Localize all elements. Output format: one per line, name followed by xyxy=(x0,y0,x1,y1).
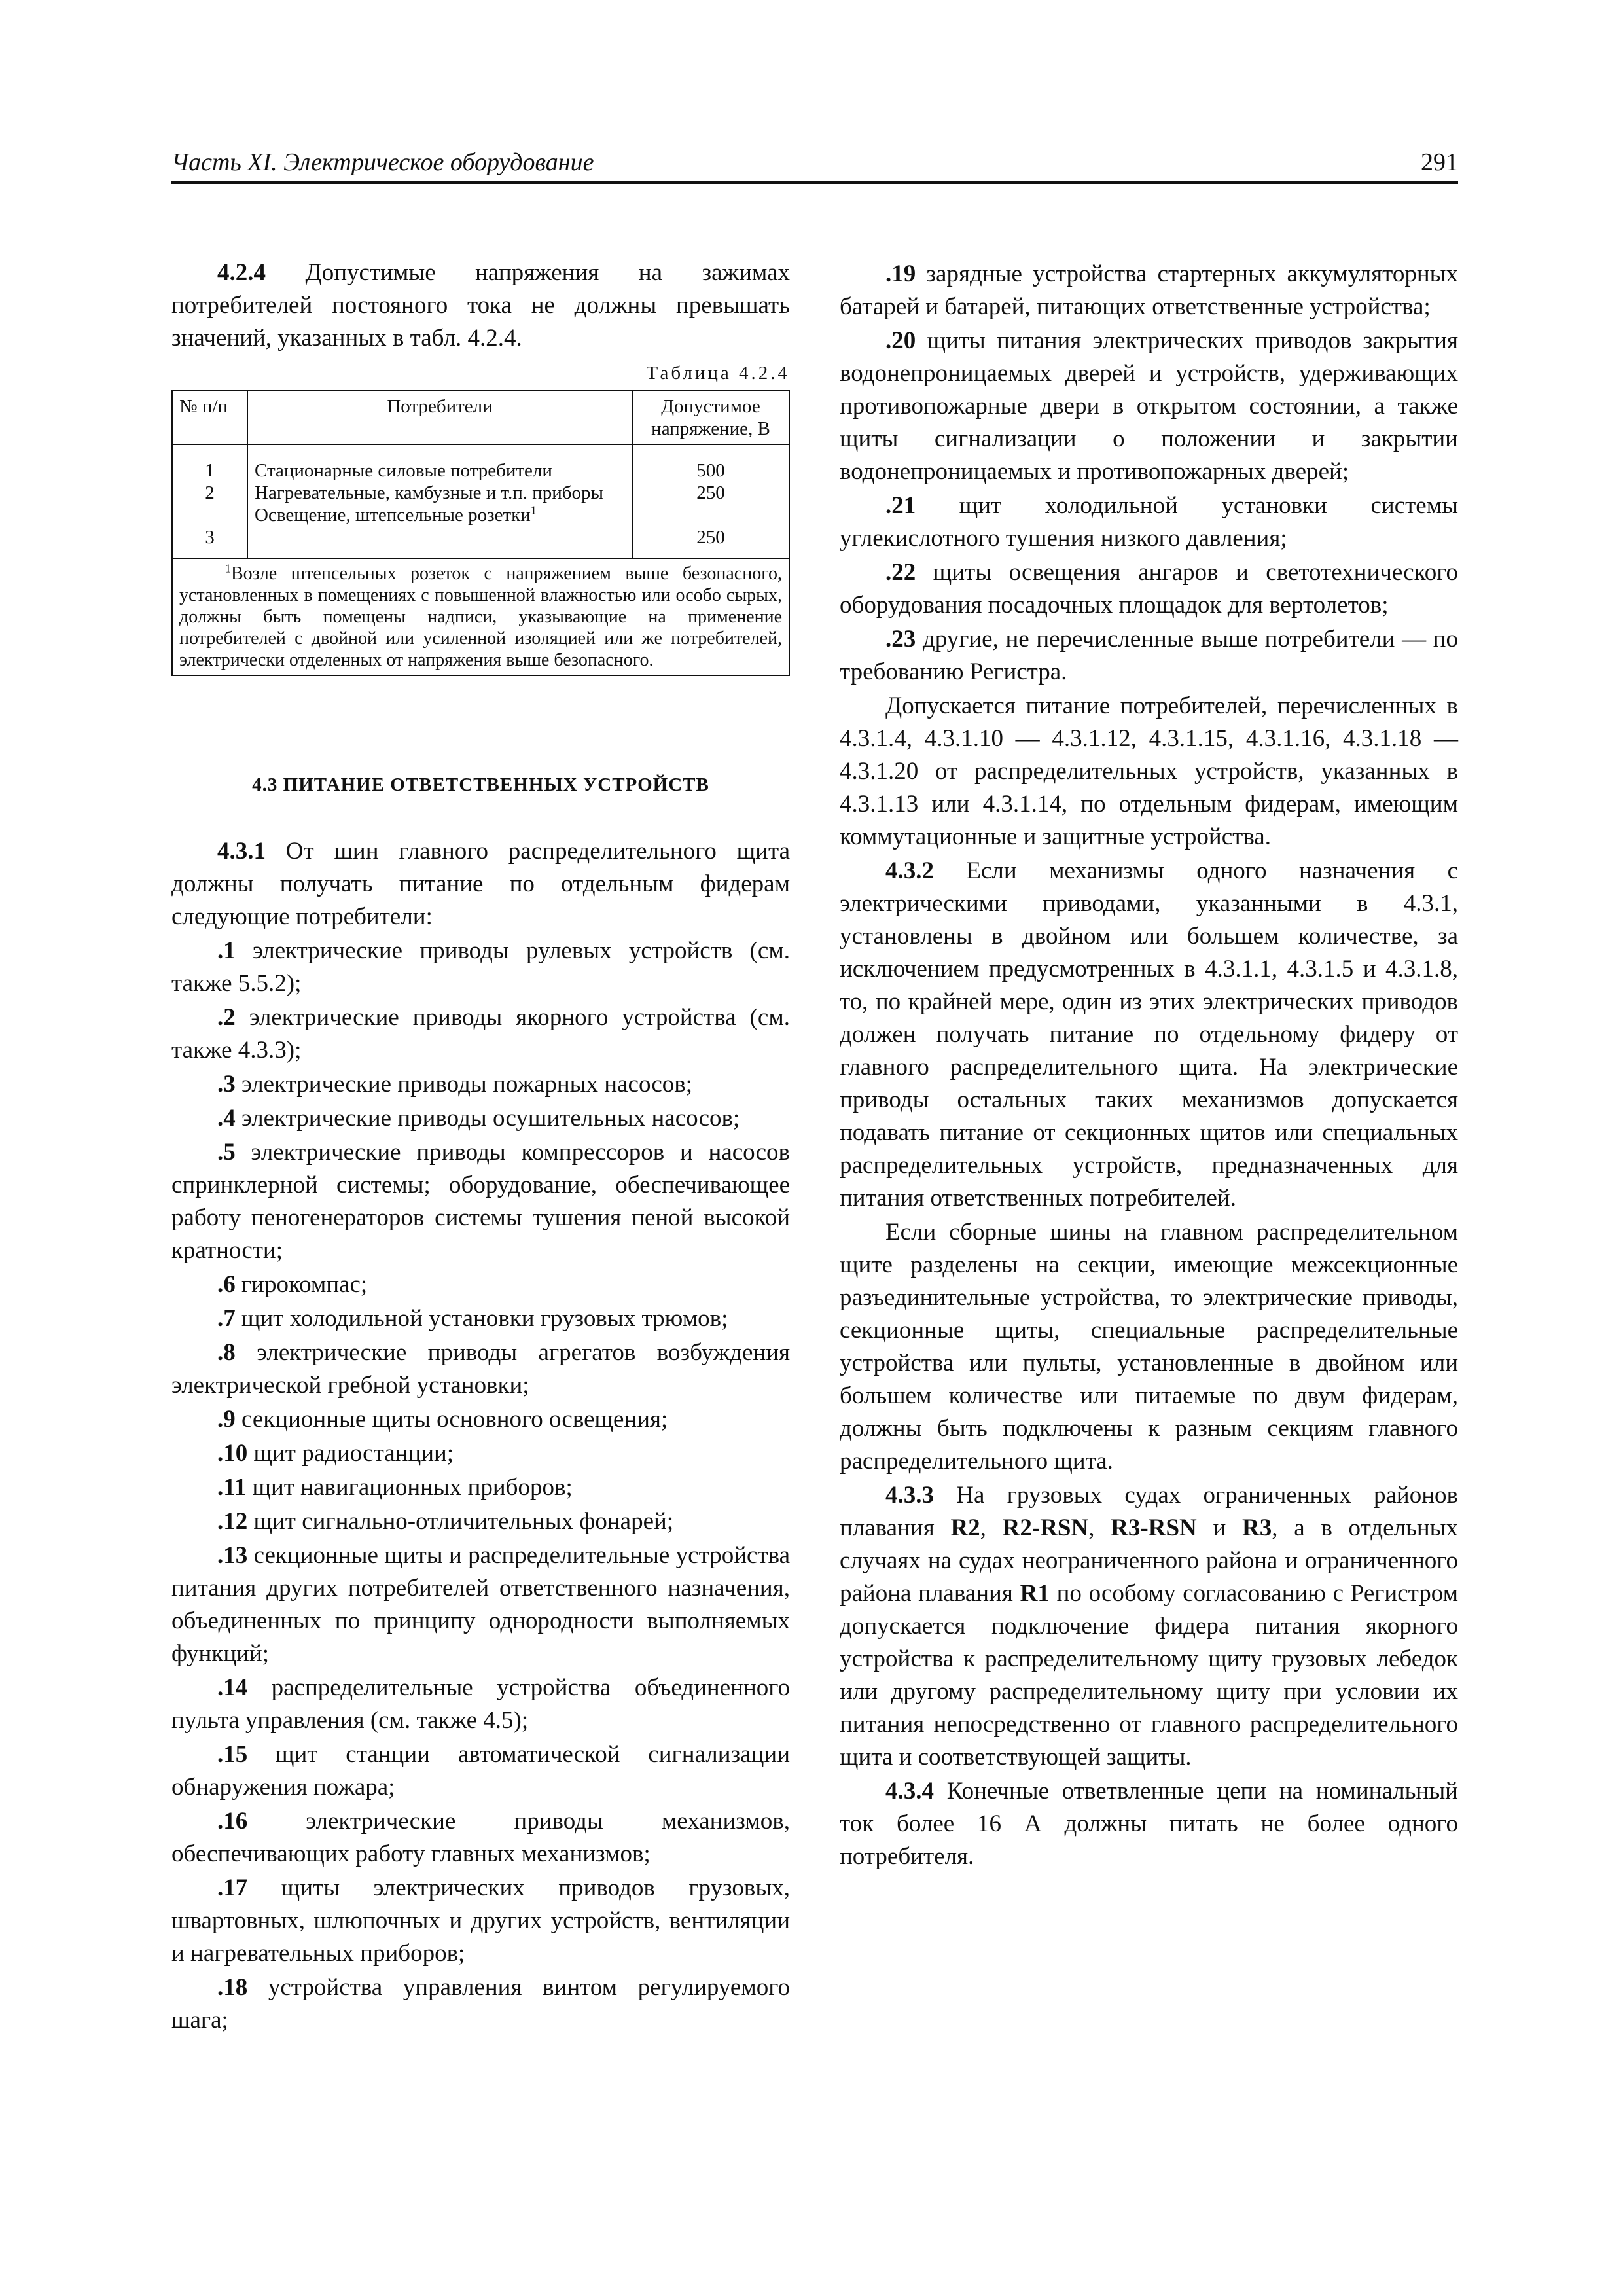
consumer-name: Стационарные силовые потребители xyxy=(255,460,552,481)
voltage-value: 500 xyxy=(696,460,725,481)
list-item xyxy=(171,1403,790,1436)
item-number: .4 xyxy=(217,1105,236,1132)
item-number: .11 xyxy=(217,1474,247,1501)
list-item xyxy=(171,1136,790,1267)
consumer-name: Нагревательные, камбузные и т.п. приборы xyxy=(255,482,604,503)
item-number: .18 xyxy=(217,1974,248,2001)
paragraph-text: От шин главного распределительного щита должны получать питание по отдельным фидерам следующие потребители: xyxy=(171,838,790,930)
list-item xyxy=(171,1471,790,1504)
table-header-row xyxy=(172,391,789,444)
paragraph-text: Если механизмы одного назначения с электрическими приводами, указанными в 4.3.1, установлены в двойном или большем количестве, за исключением предусмотренных в 4.3.1.1, 4.3.1.5 и 4.3.1.8, то, по крайней мере, один из этих электрических приводов должен получать питание по отдельному фидеру от главного распределительного щита. На электрические приводы остальных таких механизмов допускается подавать питание от секционных щитов или специальных распределительных устройств, предназначенных для питания ответственных потребителей. xyxy=(840,857,1458,1211)
consumers-cell xyxy=(247,444,632,558)
paragraph-4-3-2 xyxy=(840,855,1458,1215)
list-item xyxy=(171,1539,790,1670)
column-header-consumers: Потребители xyxy=(247,391,632,444)
clause-number: 4.2.4 xyxy=(217,259,266,286)
list-item xyxy=(171,1102,790,1135)
left-column xyxy=(171,257,790,2037)
clause-number: 4.3.1 xyxy=(217,838,266,865)
item-text: электрические приводы пожарных насосов; xyxy=(235,1071,693,1098)
clause-number: 4.3.4 xyxy=(885,1778,934,1804)
item-text: щиты освещения ангаров и светотехнического оборудования посадочных площадок для вертолетов; xyxy=(840,559,1458,619)
item-number: .19 xyxy=(885,260,916,287)
table-body-row xyxy=(172,444,789,558)
item-text: электрические приводы осушительных насосов; xyxy=(235,1105,740,1132)
voltage-value: 250 xyxy=(696,527,725,548)
item-number: .1 xyxy=(217,937,236,964)
consumer-name: Освещение, штепсельные розетки xyxy=(255,505,531,526)
item-text: гирокомпас; xyxy=(235,1271,368,1298)
paragraph-4-2-4 xyxy=(171,257,790,355)
item-text: щит радиостанции; xyxy=(247,1440,454,1467)
item-text: щит холодильной установки системы углекислотного тушения низкого давления; xyxy=(840,492,1458,552)
voltage-cell xyxy=(632,444,789,558)
item-text: щит станции автоматической сигнализации обнаружения пожара; xyxy=(171,1741,790,1801)
item-text: секционные щиты и распределительные устройства питания других потребителей ответственного назначения, объединенных по принципу однородности выполняемых функций; xyxy=(171,1542,790,1667)
paragraph-4-3-4 xyxy=(840,1775,1458,1873)
item-number: .9 xyxy=(217,1406,236,1433)
list-item xyxy=(171,1437,790,1470)
separator: , xyxy=(1088,1515,1111,1541)
right-column xyxy=(840,257,1458,1873)
list-item xyxy=(171,1068,790,1101)
item-number: .5 xyxy=(217,1139,236,1166)
item-number: .13 xyxy=(217,1542,248,1569)
list-item xyxy=(840,325,1458,488)
number-cell xyxy=(172,444,247,558)
footnote-ref: 1 xyxy=(530,503,537,517)
item-number: .17 xyxy=(217,1874,248,1901)
footnote-text: Возле штепсельных розеток с напряжением выше безопасного, установленных в помещениях с повышенной влажностью или особо сырых, должны быть помещены надписи, указывающие на применение потребителей с двойной или усиленной изоляцией или же потребителей, электрически отделенных от напряжения выше безопасного. xyxy=(179,564,782,670)
table-caption: Таблица 4.2.4 xyxy=(646,363,790,384)
item-text: электрические приводы агрегатов возбуждения электрической гребной установки; xyxy=(171,1339,790,1399)
item-text: другие, не перечисленные выше потребители — по требованию Регистра. xyxy=(840,626,1458,685)
list-item xyxy=(171,1805,790,1871)
item-number: .21 xyxy=(885,492,916,519)
row-number: 2 xyxy=(205,482,215,503)
paragraph-text: Конечные ответвленные цепи на номинальный ток более 16 А должны питать не более одного потребителя. xyxy=(840,1778,1458,1870)
list-item xyxy=(171,1971,790,2037)
page-number: 291 xyxy=(1421,149,1458,176)
busbar-paragraph: Если сборные шины на главном распределительном щите разделены на секции, имеющие межсекционные разъединительные устройства, то электрические приводы, секционные щиты, специальные распределительные устройства или пульты, установленные в двойном или большем количестве или питаемые по двум фидерам, должны быть подключены к разным секциям главного распределительного щита. xyxy=(840,1219,1458,1475)
region-code: R2-RSN xyxy=(1002,1515,1089,1541)
footnote-mark: 1 xyxy=(225,562,231,575)
paragraph-4-3-1 xyxy=(171,835,790,933)
consumer-name-row3 xyxy=(255,504,625,526)
item-number: .22 xyxy=(885,559,916,586)
running-header xyxy=(171,140,1458,184)
column-header-number: № п/п xyxy=(172,391,247,444)
region-code: R1 xyxy=(1020,1580,1050,1607)
item-number: .10 xyxy=(217,1440,248,1467)
item-number: .16 xyxy=(217,1808,248,1835)
list-item xyxy=(171,1505,790,1538)
table-footnote xyxy=(172,558,789,675)
section-heading: 4.3 ПИТАНИЕ ОТВЕТСТВЕННЫХ УСТРОЙСТВ xyxy=(252,774,709,795)
list-item xyxy=(840,556,1458,622)
voltage-table xyxy=(171,390,790,676)
list-item xyxy=(171,1738,790,1804)
region-code: R3 xyxy=(1242,1515,1272,1541)
clause-number: 4.3.3 xyxy=(885,1482,934,1509)
list-item xyxy=(171,1336,790,1402)
item-number: .15 xyxy=(217,1741,248,1768)
item-number: .20 xyxy=(885,327,916,354)
item-text: устройства управления винтом регулируемого шага; xyxy=(171,1974,790,2034)
item-text: щит холодильной установки грузовых трюмов; xyxy=(235,1305,728,1332)
paragraph-4-3-3 xyxy=(840,1479,1458,1774)
list-item xyxy=(840,623,1458,689)
region-code: R3-RSN xyxy=(1111,1515,1197,1541)
item-text: щит навигационных приборов; xyxy=(246,1474,573,1501)
header-title: Часть XI. Электрическое оборудование xyxy=(171,149,594,176)
column-header-voltage: Допустимое напряжение, В xyxy=(632,391,789,444)
separator: и xyxy=(1196,1515,1243,1541)
paragraph-text: На грузовых судах ограниченных районов плавания xyxy=(840,1482,1458,1541)
item-number: .2 xyxy=(217,1004,236,1031)
region-code: R2 xyxy=(950,1515,980,1541)
list-item xyxy=(840,490,1458,555)
row-number: 3 xyxy=(205,527,215,548)
item-text: щит сигнально-отличительных фонарей; xyxy=(247,1508,674,1535)
item-text: секционные щиты основного освещения; xyxy=(235,1406,668,1433)
item-number: .14 xyxy=(217,1674,248,1701)
list-item xyxy=(171,1672,790,1737)
item-number: .23 xyxy=(885,626,916,653)
clause-number: 4.3.2 xyxy=(885,857,934,884)
paragraph-text: по особому согласованию с Регистром допускается подключение фидера питания якорного устройства к распределительному щиту грузовых лебедок или другому распределительному щиту при условии их питания непосредственно от главного распределительного щита и соответствующей защиты. xyxy=(840,1580,1458,1770)
item-number: .12 xyxy=(217,1508,248,1535)
item-text: щиты питания электрических приводов закрытия водонепроницаемых дверей и устройств, удерживающих противопожарные двери в открытом состоянии, а также щиты сигнализации о положении и закрытии водонепроницаемых и противопожарных дверей; xyxy=(840,327,1458,485)
list-item xyxy=(171,935,790,1000)
item-text: щиты электрических приводов грузовых, швартовных, шлюпочных и других устройств, вентиляции и нагревательных приборов; xyxy=(171,1874,790,1967)
voltage-value: 250 xyxy=(696,482,725,503)
list-item xyxy=(171,1001,790,1067)
item-text: электрические приводы механизмов, обеспечивающих работу главных механизмов; xyxy=(171,1808,790,1867)
item-number: .6 xyxy=(217,1271,236,1298)
item-text: электрические приводы якорного устройства (см. также 4.3.3); xyxy=(171,1004,790,1064)
list-item xyxy=(840,258,1458,323)
row-number: 1 xyxy=(205,460,215,481)
item-number: .3 xyxy=(217,1071,236,1098)
item-text: распределительные устройства объединенного пульта управления (см. также 4.5); xyxy=(171,1674,790,1734)
item-number: .7 xyxy=(217,1305,236,1332)
table-footnote-row xyxy=(172,558,789,675)
item-text: электрические приводы рулевых устройств (см. также 5.5.2); xyxy=(171,937,790,997)
allowed-paragraph: Допускается питание потребителей, перечисленных в 4.3.1.4, 4.3.1.10 — 4.3.1.12, 4.3.1.15, 4.3.1.16, 4.3.1.18 — 4.3.1.20 от распределительных устройств, указанных в 4.3.1.13 или 4.3.1.14, по отдельным фидерам, имеющим коммутационные и защитные устройства. xyxy=(840,692,1458,850)
list-item xyxy=(171,1872,790,1970)
paragraph-text: , а в отдельных случаях на судах неограниченного района и ограниченного района плавания xyxy=(840,1515,1458,1607)
list-item xyxy=(171,1302,790,1335)
item-number: .8 xyxy=(217,1339,236,1366)
item-text: зарядные устройства стартерных аккумуляторных батарей и батарей, питающих ответственные устройства; xyxy=(840,260,1458,320)
paragraph-text: Допустимые напряжения на зажимах потребителей постояного тока не должны превышать значений, указанных в табл. 4.2.4. xyxy=(171,259,790,351)
item-text: электрические приводы компрессоров и насосов спринклерной системы; оборудование, обеспечивающее работу пеногенераторов системы тушения пеной высокой кратности; xyxy=(171,1139,790,1264)
list-item xyxy=(171,1268,790,1301)
separator: , xyxy=(980,1515,1003,1541)
